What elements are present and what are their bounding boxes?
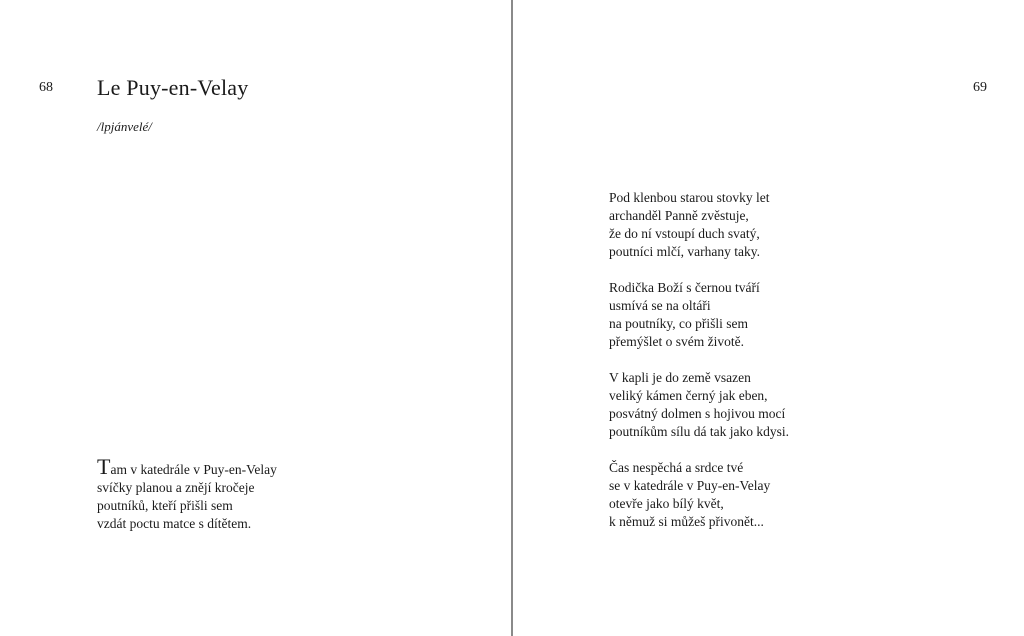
stanza-line: archanděl Panně zvěstuje, <box>609 208 749 223</box>
stanza-1 <box>609 189 770 261</box>
first-line-text: am v katedrále v Puy-en-Velay <box>110 462 277 477</box>
phonetic-transcription: /lpjánvelé/ <box>97 119 152 134</box>
stanza-4 <box>609 459 770 531</box>
stanza-line: Pod klenbou starou stovky let <box>609 190 770 205</box>
stanza-line: poutníci mlčí, varhany taky. <box>609 244 760 259</box>
right-page <box>513 0 1024 636</box>
stanza-line: otevře jako bílý květ, <box>609 496 724 511</box>
stanza-line: usmívá se na oltáři <box>609 298 711 313</box>
stanza-2 <box>609 279 760 351</box>
stanza-line: na poutníky, co přišli sem <box>609 316 748 331</box>
page-number-left: 68 <box>39 80 53 95</box>
stanza-line: vzdát poctu matce s dítětem. <box>97 516 252 531</box>
stanza-line: Rodička Boží s černou tváří <box>609 280 760 295</box>
stanza-line: veliký kámen černý jak eben, <box>609 388 768 403</box>
stanza-line: že do ní vstoupí duch svatý, <box>609 226 760 241</box>
stanza-line: k němuž si můžeš přivonět... <box>609 514 764 529</box>
stanza-line <box>97 454 277 479</box>
stanza-3 <box>609 369 789 441</box>
page-number-right: 69 <box>973 80 987 95</box>
stanza-line: V kapli je do země vsazen <box>609 370 751 385</box>
stanza-line: se v katedrále v Puy-en-Velay <box>609 478 771 493</box>
stanza-line: posvátný dolmen s hojivou mocí <box>609 406 786 421</box>
stanza-line: poutníkům sílu dá tak jako kdysi. <box>609 424 789 439</box>
drop-cap: T <box>97 454 111 479</box>
stanza-line: svíčky planou a znějí kročeje <box>97 480 255 495</box>
stanza-line: poutníků, kteří přišli sem <box>97 498 233 513</box>
opening-stanza <box>97 454 277 533</box>
stanza-line: přemýšlet o svém životě. <box>609 334 744 349</box>
stanza-line: Čas nespěchá a srdce tvé <box>609 460 744 475</box>
poem-title: Le Puy-en-Velay <box>97 75 249 100</box>
